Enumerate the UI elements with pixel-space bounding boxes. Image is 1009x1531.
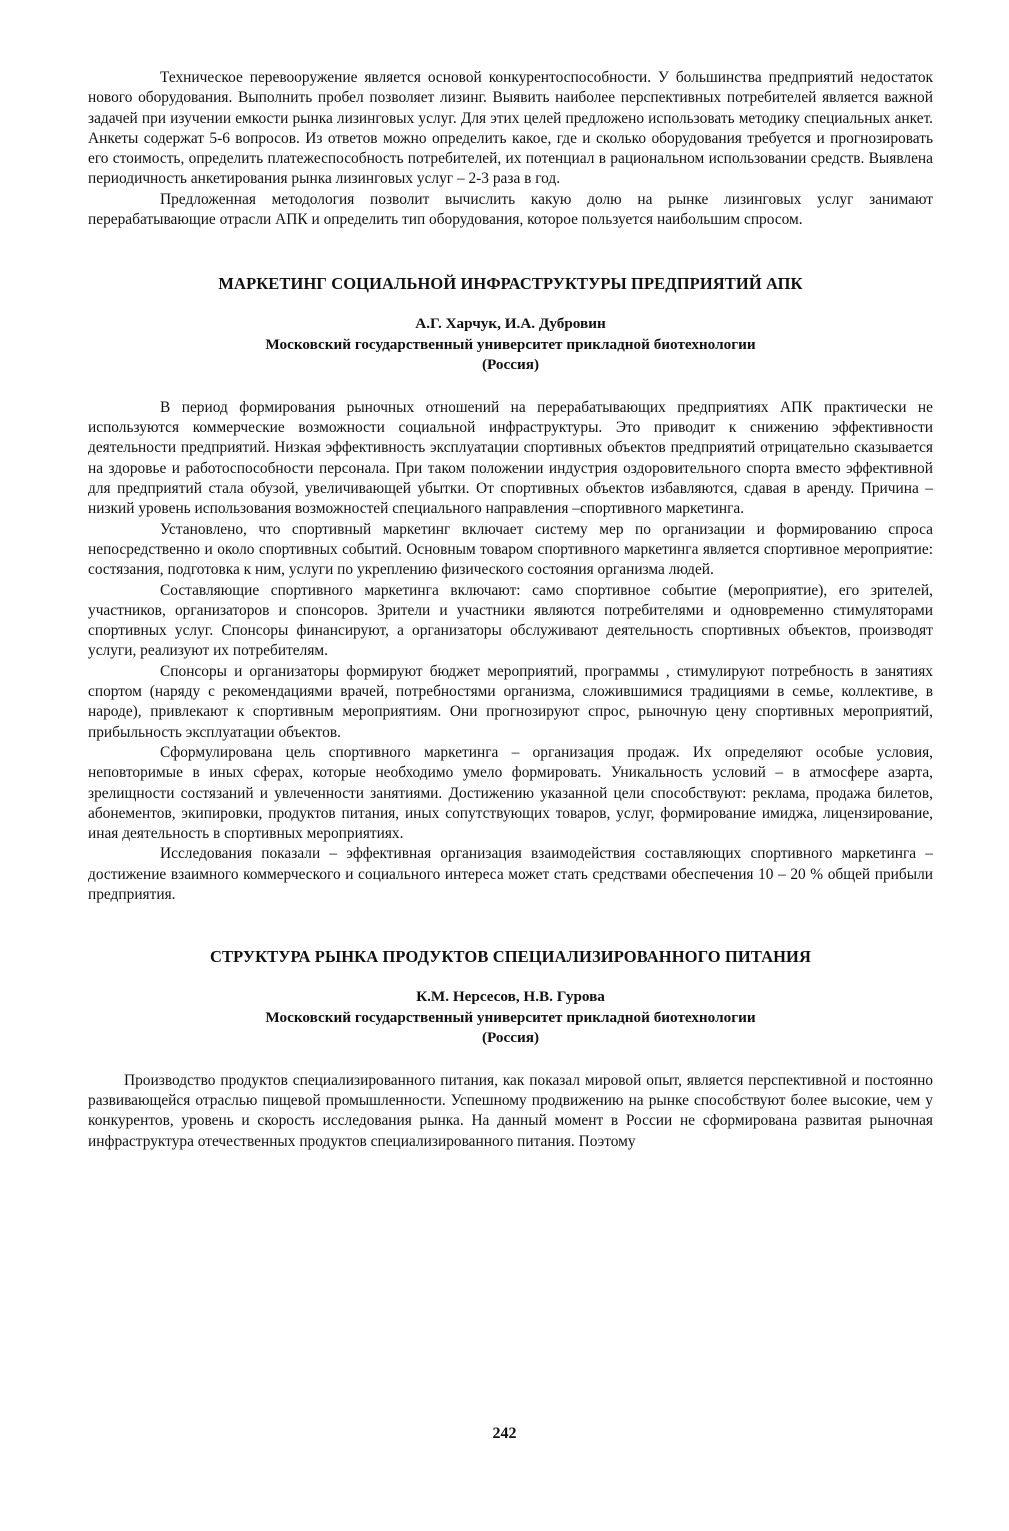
article-2-country: (Россия) [481, 1029, 540, 1047]
article-1-paragraph-5: Сформулирована цель спортивного маркетинга – организация продаж. Их определяют особые условия, неповторимые в иных сферах, которые необходимо умело формировать. Уникальность условий – в атмосфере азарта, зрелищности состязаний и увлеченности занятиями. Достижению указанной цели способствуют: реклама, продажа билетов, абонементов, экипировки, продуктов питания, иных сопутствующих товаров, услуг, формирование имиджа, лицензирование, иная деятельность в спортивных мероприятиях. [88, 743, 933, 843]
article-2-authors: К.М. Нерсесов, Н.В. Гурова [416, 988, 605, 1006]
article-2-byline [88, 987, 933, 1049]
article-1-country: (Россия) [481, 356, 540, 374]
article-1-affiliation: Московский государственный университет прикладной биотехнологии [265, 335, 756, 353]
article-1 [88, 274, 933, 905]
article-1-paragraph-4: Спонсоры и организаторы формируют бюджет мероприятий, программы , стимулируют потребность в занятиях спортом (наряду с рекомендациями врачей, потребностями организма, сложившимися традициями в семье, коллективе, в народе), привлекают к спортивным мероприятиям. Они прогнозируют спрос, рыночную цену спортивных мероприятий, прибыльность эксплуатации объектов. [88, 662, 933, 741]
article-1-title: МАРКЕТИНГ СОЦИАЛЬНОЙ ИНФРАСТРУКТУРЫ ПРЕДПРИЯТИЙ АПК [218, 274, 803, 294]
article-1-paragraph-6: Исследования показали – эффективная организация взаимодействия составляющих спортивного маркетинга – достижение взаимного коммерческого и социального интереса может стать средствами обеспечения 10 – 20 % общей прибыли предприятия. [88, 845, 933, 903]
intro-section [88, 68, 933, 230]
page-number: 242 [492, 1425, 517, 1442]
article-2-body [88, 1071, 933, 1152]
article-2 [88, 947, 933, 1152]
article-1-paragraph-1: В период формирования рыночных отношений на перерабатывающих предприятиях АПК практически не используются коммерческие возможности социальной инфраструктуры. Это приводит к снижению эффективности деятельности предприятий. Низкая эффективность эксплуатации спортивных объектов предприятий отрицательно сказывается на здоровье и работоспособности персонала. При таком положении индустрия оздоровительного спорта вместо эффективной для предприятий стала обузой, увеличивающей убытки. От спортивных объектов избавляются, сдавая в аренду. Причина – низкий уровень использования возможностей специального направления –спортивного маркетинга. [88, 398, 933, 518]
article-1-paragraph-2: Установлено, что спортивный маркетинг включает систему мер по организации и формированию спроса непосредственно и около спортивных событий. Основным товаром спортивного маркетинга является спортивное мероприятие: состязания, подготовка к ним, услуги по укреплению физического состояния организма людей. [88, 520, 933, 579]
article-1-authors: А.Г. Харчук, И.А. Дубровин [415, 315, 606, 333]
article-1-byline [88, 314, 933, 376]
intro-paragraph-2: Предложенная методология позволит вычислить какую долю на рынке лизинговых услуг занимают перерабатывающие отрасли АПК и определить тип оборудования, которое пользуется наибольшим спросом. [88, 190, 933, 229]
document-page [88, 68, 933, 1152]
intro-paragraph-1: Техническое перевооружение является основой конкурентоспособности. У большинства предприятий недостаток нового оборудования. Выполнить пробел позволяет лизинг. Выявить наиболее перспективных потребителей является важной задачей при изучении емкости рынка лизинговых услуг. Для этих целей предложено использовать методику специальных анкет. Анкеты содержат 5-6 вопросов. Из ответов можно определить какое, где и сколько оборудования требуется и прогнозировать его стоимость, определить платежеспособность потребителей, их потенциал в рациональном использовании средств. Выявлена периодичность анкетирования рынка лизинговых услуг – 2-3 раза в год. [88, 69, 933, 188]
article-1-paragraph-3: Составляющие спортивного маркетинга включают: само спортивное событие (мероприятие), его зрителей, участников, организаторов и спонсоров. Зрители и участники являются потребителями и одновременно стимуляторами спортивных услуг. Спонсоры финансируют, а организаторы обслуживают деятельность спортивных объектов, производят услуги, реализуют их потребителям. [88, 581, 933, 660]
article-2-affiliation: Московский государственный университет прикладной биотехнологии [265, 1008, 756, 1026]
article-2-title: СТРУКТУРА РЫНКА ПРОДУКТОВ СПЕЦИАЛИЗИРОВАННОГО ПИТАНИЯ [209, 947, 812, 967]
article-1-body [88, 398, 933, 905]
article-2-paragraph-1: Производство продуктов специализированного питания, как показал мировой опыт, является перспективной и постоянно развивающейся отраслью пищевой промышленности. Успешному продвижению на рынке способствуют более высокие, чем у конкурентов, уровень и скорость исследования рынка. На данный момент в России не сформирована развитая рыночная инфраструктура отечественных продуктов специализированного питания. Поэтому [88, 1071, 933, 1150]
